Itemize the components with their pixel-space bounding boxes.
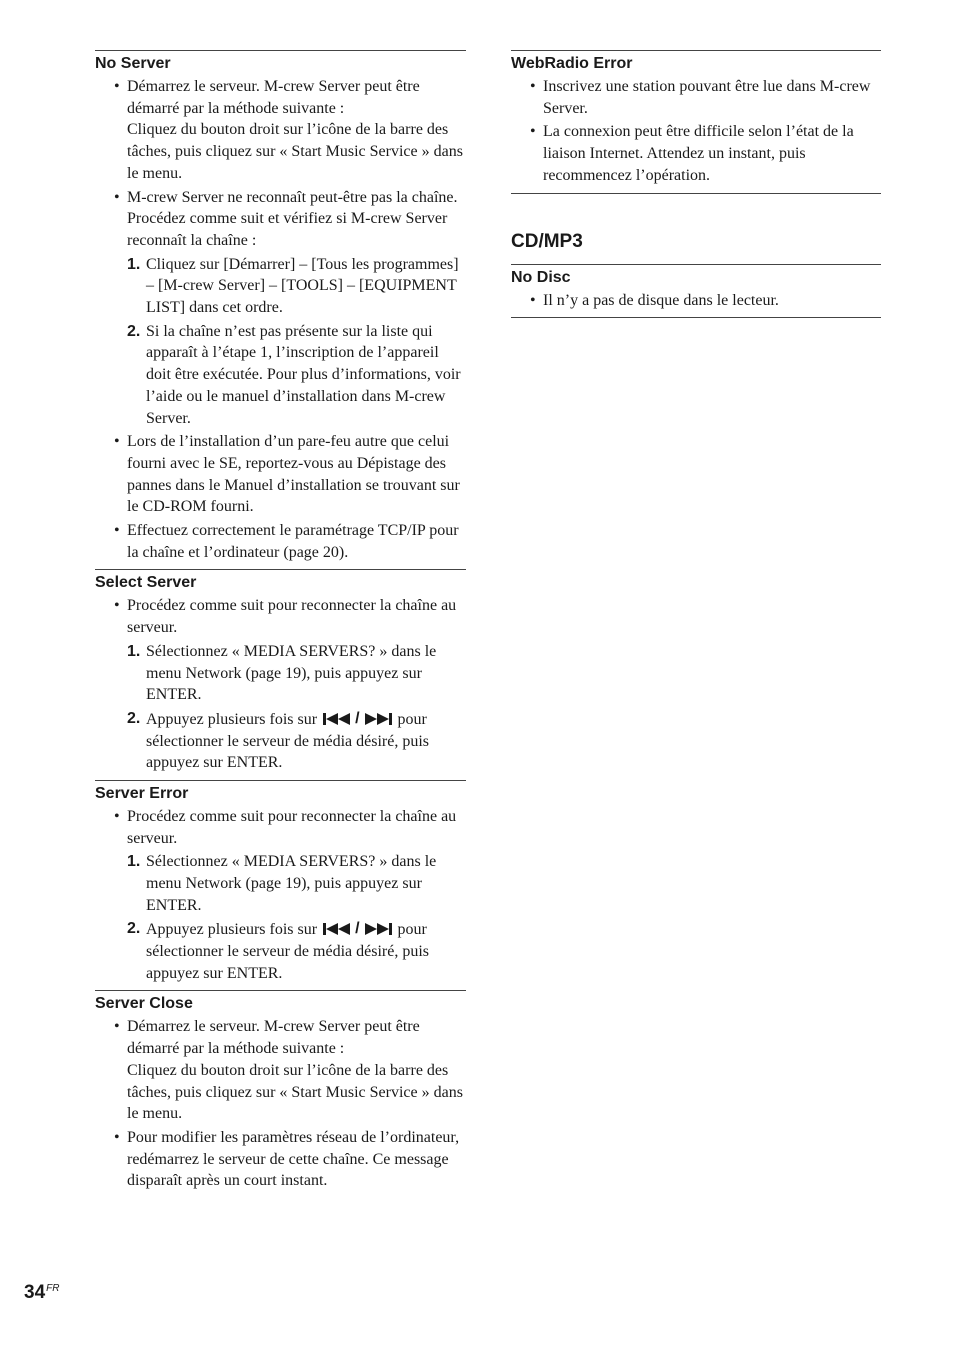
step-text: Si la chaîne n’est pas présente sur la liste qui apparaît à l’étape 1, l’inscription de l’appareil doit être exécutée. Pour plus d’informations, voir l’aide ou le manuel d’installation dans M-crew Server. bbox=[146, 322, 461, 427]
step-number: 1. bbox=[127, 853, 141, 871]
paragraph: • Inscrivez une station pouvant être lue dans M-crew Server. bbox=[543, 78, 871, 117]
step-text-after: pour sélectionner le serveur de média désiré, puis appuyez sur ENTER. bbox=[146, 921, 429, 982]
list-item bbox=[511, 290, 881, 312]
section-title-server-error: Server Error bbox=[95, 784, 189, 802]
list-item bbox=[95, 1016, 466, 1125]
step-number: 2. bbox=[127, 709, 141, 727]
previous-track-icon bbox=[323, 923, 353, 935]
step-item bbox=[127, 321, 466, 430]
right-column bbox=[511, 50, 881, 318]
step-item bbox=[127, 641, 466, 706]
bullet-list bbox=[95, 806, 466, 984]
bullet-list bbox=[95, 76, 466, 563]
step-list bbox=[127, 851, 466, 984]
page-number bbox=[24, 1282, 59, 1304]
step-list bbox=[127, 641, 466, 774]
step-number: 1. bbox=[127, 255, 141, 273]
step-text: Cliquez sur [Démarrer] – [Tous les programmes] – [M-crew Server] – [TOOLS] – [EQUIPMENT LIST] dans cet ordre. bbox=[146, 255, 459, 317]
step-list bbox=[127, 254, 466, 430]
step-item bbox=[127, 254, 466, 319]
paragraph: • Il n’y a pas de disque dans le lecteur. bbox=[543, 291, 779, 309]
paragraph: • Procédez comme suit pour reconnecter la chaîne au serveur. bbox=[127, 597, 457, 637]
list-item bbox=[95, 187, 466, 430]
section-title-select-server: Select Server bbox=[95, 574, 197, 592]
section-select-server bbox=[95, 569, 466, 773]
paragraph: • Procédez comme suit pour reconnecter la chaîne au serveur. bbox=[127, 807, 457, 847]
section-title-server-close: Server Close bbox=[95, 995, 193, 1013]
list-item bbox=[511, 76, 881, 119]
step-number: 2. bbox=[127, 920, 141, 938]
paragraph: • Démarrez le serveur. M-crew Server peut être démarré par la méthode suivante : bbox=[127, 78, 420, 117]
left-column bbox=[95, 50, 466, 1194]
paragraph: • Démarrez le serveur. M-crew Server peut être démarré par la méthode suivante : bbox=[127, 1018, 420, 1058]
section-title-no-disc: No Disc bbox=[511, 268, 571, 286]
section-no-server bbox=[95, 50, 466, 563]
paragraph: • La connexion peut être difficile selon l’état de la liaison Internet. Attendez un instant, puis recommencez l’opération. bbox=[543, 123, 854, 184]
step-number: 2. bbox=[127, 322, 141, 340]
paragraph: Cliquez du bouton droit sur l’icône de la barre des tâches, puis cliquez sur « Start Music Service » dans le menu. bbox=[127, 121, 463, 182]
step-text-after: pour sélectionner le serveur de média désiré, puis appuyez sur ENTER. bbox=[146, 710, 429, 772]
list-item bbox=[95, 76, 466, 185]
prev-next-button-symbol bbox=[323, 918, 391, 940]
list-item bbox=[95, 520, 466, 563]
page-language-suffix: FR bbox=[46, 1283, 60, 1294]
list-item bbox=[95, 595, 466, 773]
list-item bbox=[95, 1127, 466, 1192]
paragraph: • Effectuez correctement le paramétrage TCP/IP pour la chaîne et l’ordinateur (page 20). bbox=[127, 522, 459, 561]
bullet-list bbox=[95, 1016, 466, 1192]
step-text-before: Appuyez plusieurs fois sur bbox=[146, 921, 318, 939]
section-title-webradio-error: WebRadio Error bbox=[511, 55, 633, 72]
bullet-list bbox=[95, 595, 466, 773]
separator-slash: / bbox=[355, 709, 360, 727]
previous-track-icon bbox=[323, 713, 353, 725]
step-text: Sélectionnez « MEDIA SERVERS? » dans le menu Network (page 19), puis appuyez sur ENTER. bbox=[146, 642, 437, 704]
section-title-no-server: No Server bbox=[95, 55, 171, 72]
section-divider bbox=[511, 193, 881, 194]
paragraph: • Pour modifier les paramètres réseau de l’ordinateur, redémarrez le serveur de cette chaîne. Ce message disparaît après un court instant. bbox=[127, 1128, 460, 1190]
bullet-list bbox=[511, 290, 881, 312]
section-server-close bbox=[95, 990, 466, 1192]
separator-slash: / bbox=[355, 920, 360, 938]
paragraph: • M-crew Server ne reconnaît peut-être pas la chaîne. Procédez comme suit et vérifiez si M-crew Server reconnaît la chaîne : bbox=[127, 188, 458, 249]
step-item bbox=[127, 851, 466, 916]
category-heading-cd-mp3: CD/MP3 bbox=[511, 230, 583, 252]
bullet-list bbox=[511, 76, 881, 187]
page-number-value: 34 bbox=[24, 1282, 46, 1303]
section-webradio-error bbox=[511, 50, 881, 194]
prev-next-button-symbol bbox=[323, 708, 391, 730]
section-divider bbox=[511, 317, 881, 318]
section-no-disc bbox=[511, 264, 881, 319]
step-number: 1. bbox=[127, 642, 141, 660]
paragraph: • Lors de l’installation d’un pare-feu autre que celui fourni avec le SE, reportez-vous au Dépistage des pannes dans le Manuel d’installation se trouvant sur le CD-ROM fourni. bbox=[127, 433, 460, 516]
step-text-before: Appuyez plusieurs fois sur bbox=[146, 710, 318, 728]
next-track-icon bbox=[362, 713, 392, 725]
list-item bbox=[95, 806, 466, 984]
step-item bbox=[127, 708, 466, 774]
list-item bbox=[511, 121, 881, 186]
step-text: Sélectionnez « MEDIA SERVERS? » dans le menu Network (page 19), puis appuyez sur ENTER. bbox=[146, 853, 437, 914]
list-item bbox=[95, 431, 466, 518]
next-track-icon bbox=[362, 923, 392, 935]
paragraph: Cliquez du bouton droit sur l’icône de la barre des tâches, puis cliquez sur « Start Music Service » dans le menu. bbox=[127, 1061, 463, 1123]
section-server-error bbox=[95, 780, 466, 984]
step-item bbox=[127, 918, 466, 984]
